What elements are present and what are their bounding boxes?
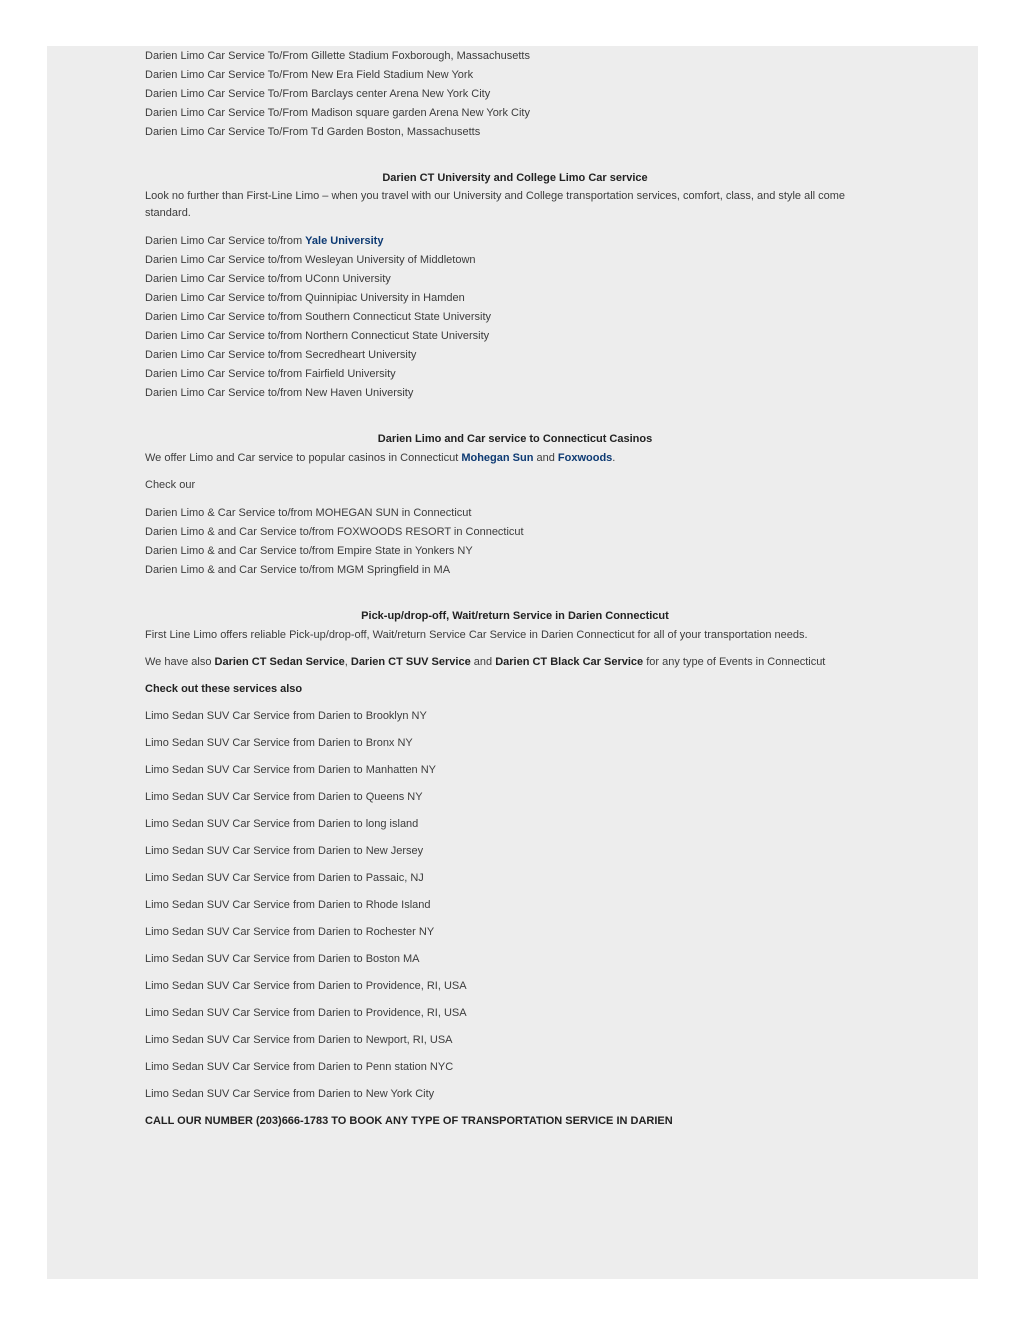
- intro-text: We offer Limo and Car service to popular casinos in Connecticut: [145, 452, 462, 464]
- list-item: Darien Limo Car Service to/from Secredheart University: [145, 349, 417, 361]
- services-summary: [145, 653, 885, 672]
- list-item: Darien Limo & and Car Service to/from FOXWOODS RESORT in Connecticut: [145, 526, 524, 538]
- summary-prefix: We have also: [145, 656, 215, 668]
- list-item: Limo Sedan SUV Car Service from Darien to long island: [145, 818, 419, 830]
- list-item: Darien Limo Car Service to/from UConn University: [145, 273, 391, 285]
- casino-section: [145, 430, 885, 580]
- mohegan-sun-link[interactable]: Mohegan Sun: [461, 452, 534, 464]
- list-item: Darien Limo Car Service to/from New Haven University: [145, 387, 414, 399]
- university-list: [145, 232, 885, 403]
- check-services-heading: Check out these services also: [145, 683, 303, 695]
- section-heading: Pick-up/drop-off, Wait/return Service in Darien Connecticut: [361, 610, 669, 622]
- list-item: Limo Sedan SUV Car Service from Darien to Rochester NY: [145, 926, 435, 938]
- list-item: Darien Limo Car Service To/From Madison square garden Arena New York City: [145, 107, 530, 119]
- list-item: Darien Limo & and Car Service to/from Empire State in Yonkers NY: [145, 545, 473, 557]
- list-item: Darien Limo Car Service to/from Southern Connecticut State University: [145, 311, 492, 323]
- list-item: Limo Sedan SUV Car Service from Darien to Newport, RI, USA: [145, 1034, 453, 1046]
- page-content: [145, 46, 885, 1131]
- check-our-text: Check our: [145, 479, 196, 491]
- list-item: Limo Sedan SUV Car Service from Darien to New York City: [145, 1088, 435, 1100]
- list-item: Limo Sedan SUV Car Service from Darien to Penn station NYC: [145, 1061, 454, 1073]
- list-item: Limo Sedan SUV Car Service from Darien to Passaic, NJ: [145, 872, 424, 884]
- foxwoods-link[interactable]: Foxwoods: [557, 452, 613, 464]
- list-item: Limo Sedan SUV Car Service from Darien to New Jersey: [145, 845, 424, 857]
- list-item: Darien Limo Car Service To/From Td Garden Boston, Massachusetts: [145, 126, 481, 138]
- sedan-service-label: Darien CT Sedan Service: [214, 656, 345, 668]
- university-section: [145, 169, 885, 403]
- list-item: Limo Sedan SUV Car Service from Darien to Providence, RI, USA: [145, 980, 467, 992]
- black-car-service-label: Darien CT Black Car Service: [495, 656, 644, 668]
- list-item: Limo Sedan SUV Car Service from Darien to Boston MA: [145, 953, 420, 965]
- list-item-prefix: Darien Limo Car Service to/from: [145, 235, 306, 247]
- list-item: Limo Sedan SUV Car Service from Darien to Providence, RI, USA: [145, 1007, 467, 1019]
- list-item: Darien Limo & and Car Service to/from MGM Springfield in MA: [145, 564, 451, 576]
- pickup-section: [145, 607, 885, 1131]
- section-intro: Look no further than First-Line Limo – when you travel with our University and College transportation services, comfort, class, and style all come standard.: [145, 190, 846, 219]
- list-item: Darien Limo Car Service to/from Quinnipiac University in Hamden: [145, 292, 465, 304]
- section-intro: [145, 449, 885, 468]
- suv-service-label: Darien CT SUV Service: [350, 656, 471, 668]
- list-item: Darien Limo Car Service to/from Fairfield University: [145, 368, 396, 380]
- list-item: Darien Limo Car Service To/From Gillette Stadium Foxborough, Massachusetts: [145, 50, 530, 62]
- list-item: Darien Limo & Car Service to/from MOHEGAN SUN in Connecticut: [145, 507, 472, 519]
- list-item: Limo Sedan SUV Car Service from Darien to Rhode Island: [145, 899, 431, 911]
- yale-university-link[interactable]: Yale University: [305, 235, 384, 247]
- section-intro: First Line Limo offers reliable Pick-up/drop-off, Wait/return Service Car Service in Darien Connecticut for all of your transportation needs.: [145, 629, 808, 641]
- list-item: Limo Sedan SUV Car Service from Darien to Brooklyn NY: [145, 710, 427, 722]
- service-list: [145, 707, 885, 1104]
- casino-list: [145, 504, 885, 580]
- list-item: Limo Sedan SUV Car Service from Darien to Queens NY: [145, 791, 423, 803]
- list-item: Darien Limo Car Service To/From Barclays center Arena New York City: [145, 88, 491, 100]
- stadium-list: [145, 46, 885, 142]
- period-text: .: [612, 452, 616, 464]
- section-heading: Darien CT University and College Limo Car service: [382, 172, 648, 184]
- document-page: [47, 46, 978, 1279]
- list-item: Darien Limo Car Service to/from Northern Connecticut State University: [145, 330, 490, 342]
- conjunction-text: and: [533, 452, 558, 464]
- list-item: Darien Limo Car Service to/from Wesleyan University of Middletown: [145, 254, 476, 266]
- summary-suffix: for any type of Events in Connecticut: [643, 656, 826, 668]
- comma-text: ,: [344, 656, 351, 668]
- list-item: Limo Sedan SUV Car Service from Darien to Bronx NY: [145, 737, 413, 749]
- call-to-action: CALL OUR NUMBER (203)666-1783 TO BOOK ANY TYPE OF TRANSPORTATION SERVICE IN DARIEN: [145, 1115, 673, 1127]
- list-item: Darien Limo Car Service To/From New Era Field Stadium New York: [145, 69, 474, 81]
- list-item: Limo Sedan SUV Car Service from Darien to Manhatten NY: [145, 764, 437, 776]
- list-item: [145, 232, 885, 251]
- section-heading: Darien Limo and Car service to Connecticut Casinos: [377, 433, 653, 445]
- conjunction-text: and: [470, 656, 496, 668]
